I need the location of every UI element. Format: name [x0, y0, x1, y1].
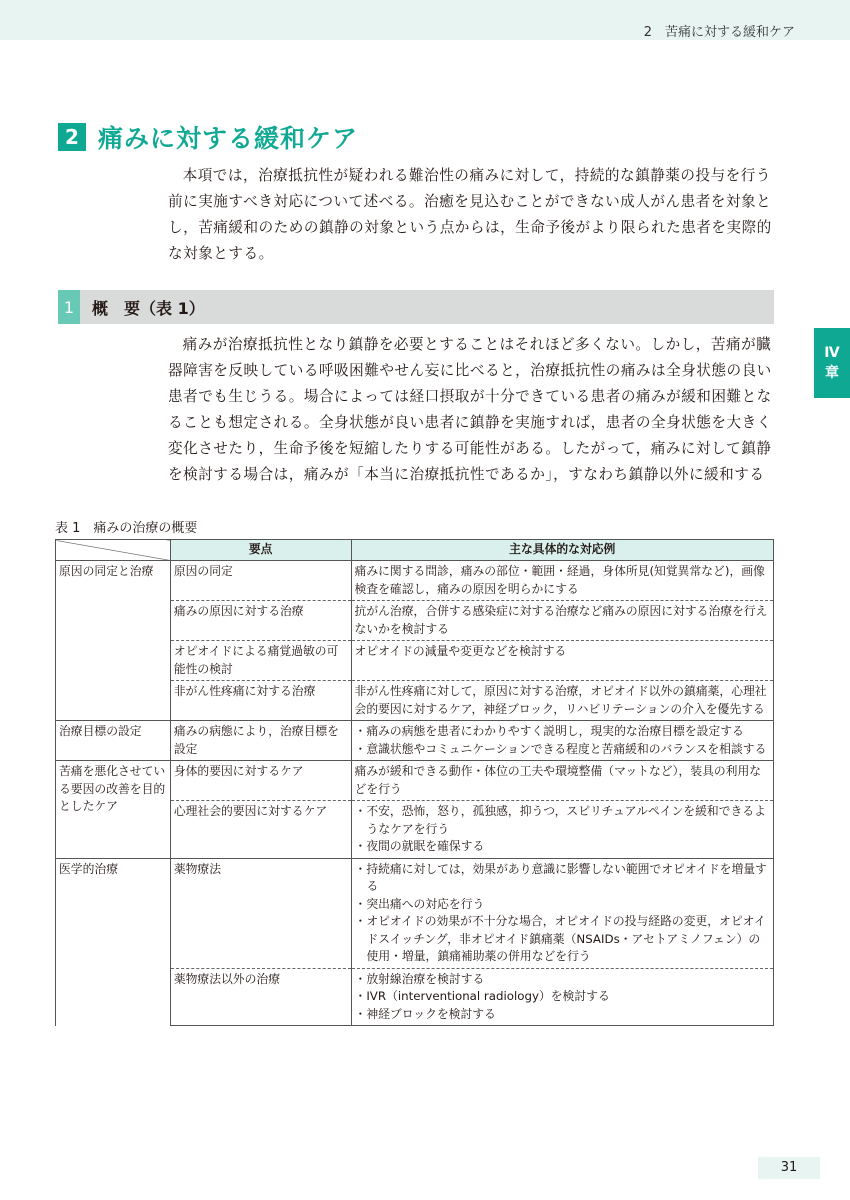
- intro-paragraph: [168, 163, 774, 267]
- group-label: 医学的治療: [56, 858, 171, 1026]
- point-cell: 薬物療法以外の治療: [170, 968, 351, 1026]
- overview-line: 痛みが治療抵抗性となり鎮静を必要とすることはそれほど多くない。しかし，苦痛が臓: [182, 336, 772, 353]
- overview-line: 変化させたり，生命予後を短縮したりする可能性がある。したがって，痛みに対して鎮静: [168, 440, 772, 457]
- examples-cell: 非がん性疼痛に対して，原因に対する治療，オピオイド以外の鎮痛薬，心理社会的要因に対するケア，神経ブロック，リハビリテーションの介入を優先する: [351, 681, 773, 721]
- pain-treatment-table: [55, 539, 774, 1026]
- page-number: 31: [758, 1157, 820, 1179]
- overview-line: ることも想定される。全身状態が良い患者に鎮静を実施すれば，患者の全身状態を大きく: [168, 414, 772, 431]
- section-number: 2: [58, 123, 86, 151]
- point-cell: オピオイドによる痛覚過敏の可能性の検討: [170, 641, 351, 681]
- section-heading: [58, 120, 358, 154]
- bullet-item: ・IVR（interventional radiology）を検討する: [354, 989, 610, 1003]
- point-cell: 薬物療法: [170, 858, 351, 968]
- col-header-examples: 主な具体的な対応例: [351, 540, 773, 561]
- chapter-tab: [814, 328, 850, 398]
- subsection-number: 1: [58, 290, 80, 324]
- running-header: [0, 0, 850, 40]
- intro-line: 前に実施すべき対応について述べる。治癒を見込むことができない成人がん患者を対象と: [168, 193, 772, 210]
- table-row: [56, 561, 774, 601]
- point-cell: 原因の同定: [170, 561, 351, 601]
- overview-line: を検討する場合は，痛みが「本当に治療抵抗性であるか」，すなわち鎮静以外に緩和する: [168, 466, 765, 483]
- bullet-item: ・オピオイドの効果が不十分な場合，オピオイドの投与経路の変更，オピオイドスイッチング，非オピオイド鎮痛薬（NSAIDs・アセトアミノフェン）の使用・増量，鎮痛補助薬の併用などを行う: [354, 914, 766, 963]
- bullet-item: ・放射線治療を検討する: [354, 971, 485, 986]
- running-title: 2 苦痛に対する緩和ケア: [643, 25, 795, 40]
- table-row: [56, 761, 774, 801]
- table-header-row: [56, 540, 774, 561]
- examples-cell: [351, 801, 773, 859]
- overview-line: 患者でも生じうる。場合によっては経口摂取が十分できている患者の痛みが緩和困難とな: [168, 388, 772, 405]
- bullet-item: ・痛みの病態を患者にわかりやすく説明し，現実的な治療目標を設定する: [354, 724, 744, 738]
- bullet-item: ・持続痛に対しては，効果があり意識に影響しない範囲でオピオイドを増量する: [354, 861, 767, 893]
- point-cell: 心理社会的要因に対するケア: [170, 801, 351, 859]
- table-corner-cell: [56, 540, 171, 561]
- intro-line: し，苦痛緩和のための鎮静の対象という点からは，生命予後がより限られた患者を実際的: [168, 219, 772, 236]
- bullet-item: ・不安，恐怖，怒り，孤独感，抑うつ，スピリチュアルペインを緩和できるようなケアを行う: [354, 804, 766, 836]
- point-cell: 非がん性疼痛に対する治療: [170, 681, 351, 721]
- chapter-tab-numeral: Ⅳ: [824, 345, 840, 361]
- subsection-title: 概 要（表 1）: [92, 298, 205, 318]
- point-cell: 身体的要因に対するケア: [170, 761, 351, 801]
- chapter-tab-label: 章: [825, 365, 839, 381]
- group-label: 治療目標の設定: [56, 721, 171, 761]
- subsection-heading: [58, 290, 774, 324]
- point-cell: 痛みの病態により，治療目標を設定: [170, 721, 351, 761]
- examples-cell: オピオイドの減量や変更などを検討する: [351, 641, 773, 681]
- table-row: [56, 858, 774, 968]
- group-label: 苦痛を悪化させている要因の改善を目的としたケア: [56, 761, 171, 859]
- table-row: [56, 721, 774, 761]
- bullet-item: ・意識状態やコミュニケーションできる程度と苦痛緩和のバランスを相談する: [354, 741, 767, 756]
- examples-cell: 抗がん治療，合併する感染症に対する治療など痛みの原因に対する治療を行えないかを検討する: [351, 601, 773, 641]
- examples-cell: [351, 968, 773, 1026]
- examples-cell: 痛みに関する問診，痛みの部位・範囲・経過，身体所見(知覚異常など)，画像検査を確認し，痛みの原因を明らかにする: [351, 561, 773, 601]
- bullet-item: ・夜間の就眠を確保する: [354, 839, 485, 853]
- point-cell: 痛みの原因に対する治療: [170, 601, 351, 641]
- intro-line: 本項では，治療抵抗性が疑われる難治性の痛みに対して，持続的な鎮静薬の投与を行う: [182, 167, 771, 184]
- overview-line: 器障害を反映している呼吸困難やせん妄に比べると，治療抵抗性の痛みは全身状態の良い: [168, 362, 772, 379]
- bullet-item: ・神経ブロックを検討する: [354, 1006, 496, 1021]
- examples-cell: [351, 721, 773, 761]
- overview-paragraph: [168, 332, 774, 488]
- section-title: 痛みに対する緩和ケア: [98, 124, 359, 153]
- intro-line: な対象とする。: [168, 245, 274, 262]
- examples-cell: 痛みが緩和できる動作・体位の工夫や環境整備（マットなど），装具の利用などを行う: [351, 761, 773, 801]
- table-caption: 表 1 痛みの治療の概要: [55, 521, 198, 536]
- group-label: 原因の同定と治療: [56, 561, 171, 721]
- col-header-point: 要点: [170, 540, 351, 561]
- examples-cell: [351, 858, 773, 968]
- bullet-item: ・突出痛への対応を行う: [354, 896, 485, 911]
